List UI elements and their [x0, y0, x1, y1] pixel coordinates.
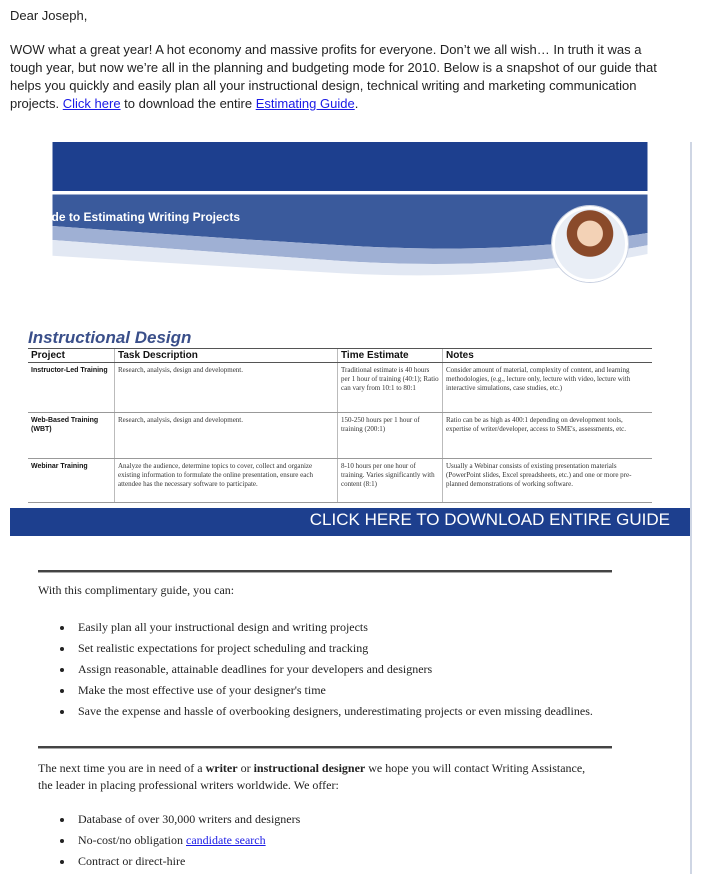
column-header: Time Estimate [338, 349, 443, 363]
table-row [28, 459, 652, 503]
list-item: • Contract or direct-hire [74, 851, 614, 872]
list-item: • Easily plan all your instructional design and writing projects [74, 617, 614, 638]
notes-cell: Ratio can be as high as 400:1 depending on development tools, expertise of writer/developer, access to SME's, assessments, etc. [443, 413, 653, 459]
benefits-lead: With this complimentary guide, you can: [38, 583, 235, 597]
divider [38, 570, 612, 572]
project-cell: Instructor-Led Training [28, 363, 115, 413]
intro-middle-text: to download the entire [120, 96, 256, 111]
designer-emphasis: instructional designer [253, 761, 366, 775]
click-here-link[interactable]: Click here [62, 96, 121, 111]
contact-paragraph [38, 760, 598, 794]
project-cell: Web-Based Training (WBT) [28, 413, 115, 459]
offers-list [58, 809, 614, 872]
page-edge [690, 142, 692, 874]
list-item: • Make the most effective use of your designer's time [74, 680, 614, 701]
benefits-list [58, 617, 614, 722]
intro-paragraph [10, 41, 670, 113]
time-cell: Traditional estimate is 40 hours per 1 hour of training (40:1); Ratio can vary from 10:1 to 80:1 [338, 363, 443, 413]
task-cell: Analyze the audience, determine topics to cover, collect and organize existing information to formulate the online presentation, ensure each attendee has the necessary software to participate. [115, 459, 338, 503]
task-cell: Research, analysis, design and development. [115, 413, 338, 459]
estimate-table [28, 348, 652, 503]
candidate-search-link[interactable]: candidate search [186, 833, 266, 847]
project-cell: Webinar Training [28, 459, 115, 503]
table-row [28, 363, 652, 413]
contact-text: we hope you will contact Writing Assistance, the leader in placing professional writers worldwide. We offer: [38, 761, 586, 792]
intro-end-text: . [354, 96, 359, 111]
intro-text: WOW what a great year! A hot economy and massive profits for everyone. Don’t we all wish… In truth it was a tough year, but now we’re all in the planning and budgeting mode for 2010. Below is a snapshot of our guide that helps you quickly and easily plan all your instructional design, technical writing and marketing communication projects. [10, 42, 657, 111]
writer-emphasis: writer [205, 761, 238, 775]
greeting: Dear Joseph, [10, 8, 88, 23]
task-cell: Research, analysis, design and development. [115, 363, 338, 413]
column-header: Project [28, 349, 115, 363]
list-item: • Assign reasonable, attainable deadlines for your developers and designers [74, 659, 614, 680]
column-header: Notes [443, 349, 653, 363]
offer-text: No-cost/no obligation [78, 833, 186, 847]
contact-text: or [237, 761, 254, 775]
time-cell: 8-10 hours per one hour of training. Varies significantly with content (8:1) [338, 459, 443, 503]
notes-cell: Usually a Webinar consists of existing presentation materials (PowerPoint slides, Excel spreadsheets, etc.) and one or more pre-planned demonstrations of working software. [443, 459, 653, 503]
divider [38, 746, 612, 748]
table-row [28, 413, 652, 459]
list-item: • Set realistic expectations for project scheduling and tracking [74, 638, 614, 659]
download-guide-button[interactable]: CLICK HERE TO DOWNLOAD ENTIRE GUIDE [309, 510, 670, 529]
list-item: • Database of over 30,000 writers and designers [74, 809, 614, 830]
cta-bar [10, 508, 690, 536]
time-cell: 150-250 hours per 1 hour of training (200:1) [338, 413, 443, 459]
column-header: Task Description [115, 349, 338, 363]
section-title: Instructional Design [28, 328, 192, 347]
list-item: • Save the expense and hassle of overbooking designers, underestimating projects or even missing deadlines. [74, 701, 614, 722]
guide-snapshot[interactable] [10, 142, 692, 536]
avatar [552, 206, 628, 282]
estimating-guide-link[interactable]: Estimating Guide [255, 96, 355, 111]
contact-text: The next time you are in need of a [38, 761, 206, 775]
guide-banner-title: A Guide to Estimating Writing Projects [20, 210, 241, 224]
list-item [74, 830, 614, 851]
notes-cell: Consider amount of material, complexity of content, and learning methodologies, (e.g., lecture only, lecture with video, lecture with interactive simulations, case studies, etc.) [443, 363, 653, 413]
